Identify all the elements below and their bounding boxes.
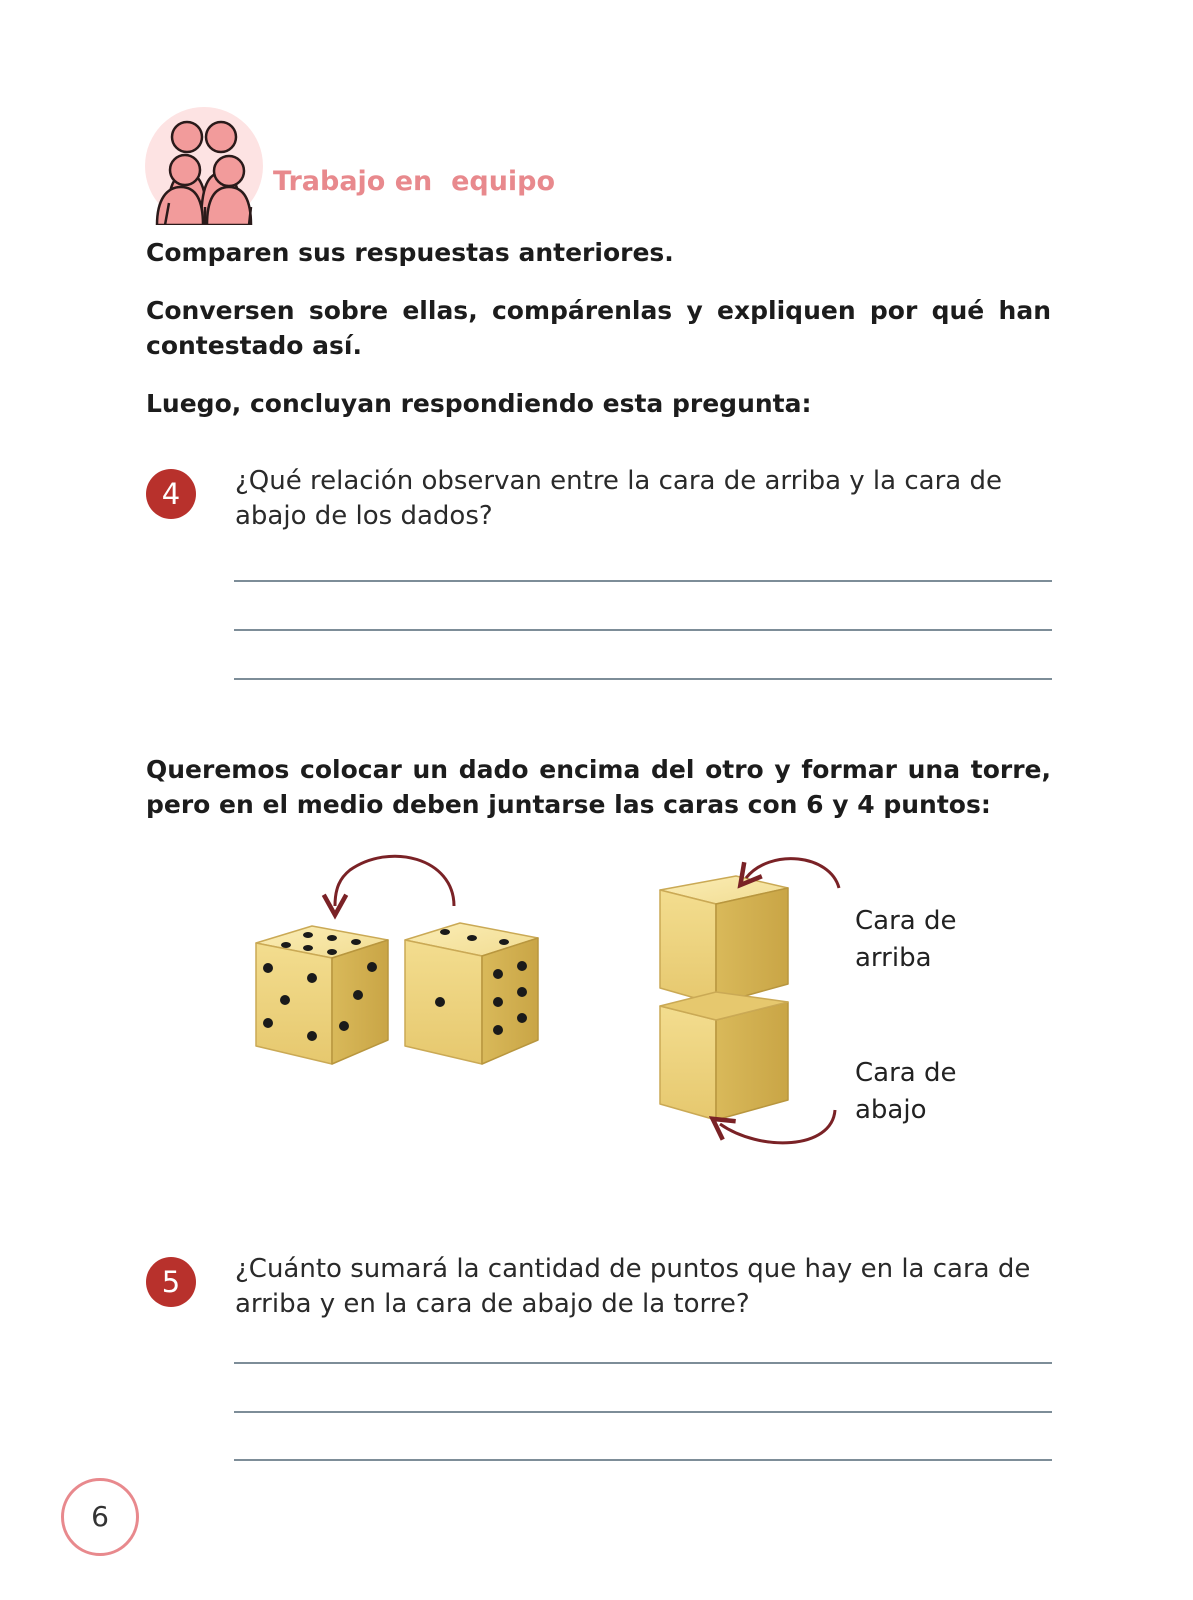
top-face-label: Cara de arriba (855, 906, 957, 973)
team-icon (145, 107, 263, 225)
section-title: Trabajo en equipo (273, 166, 556, 197)
die-right-icon (405, 923, 538, 1064)
bottom-face-label: Cara de abajo (855, 1058, 957, 1125)
question-4-number: 4 (146, 469, 196, 519)
bottom-face-arrow-icon (720, 1110, 835, 1143)
dice-illustration (240, 860, 960, 1190)
intro-paragraph-1: Comparen sus respuestas anteriores. (146, 238, 674, 267)
swap-arrow-icon (335, 856, 454, 906)
answer-line-q5-1[interactable] (234, 1362, 1052, 1364)
answer-line-q4-3[interactable] (234, 678, 1052, 680)
tower-top-die-icon (660, 876, 788, 1004)
answer-line-q5-3[interactable] (234, 1459, 1052, 1461)
answer-line-q4-2[interactable] (234, 629, 1052, 631)
die-left-icon (256, 926, 388, 1064)
answer-line-q4-1[interactable] (234, 580, 1052, 582)
question-4-text: ¿Qué relación observan entre la cara de arriba y la cara de abajo de los dados? (235, 466, 1002, 531)
question-5-number: 5 (146, 1257, 196, 1307)
answer-line-q5-2[interactable] (234, 1411, 1052, 1413)
tower-bottom-die-icon (660, 992, 788, 1120)
page-number: 6 (61, 1478, 139, 1556)
question-5-text: ¿Cuánto sumará la cantidad de puntos que hay en la cara de arriba y en la cara de abajo de la torre? (235, 1254, 1031, 1319)
intro-paragraph-2: Conversen sobre ellas, compárenlas y expliquen por qué han contestado así. (146, 296, 1051, 360)
intro-paragraph-3: Luego, concluyan respondiendo esta pregunta: (146, 389, 812, 418)
tower-paragraph: Queremos colocar un dado encima del otro y formar una torre, pero en el medio deben juntarse las caras con 6 y 4 puntos: (146, 755, 1051, 819)
